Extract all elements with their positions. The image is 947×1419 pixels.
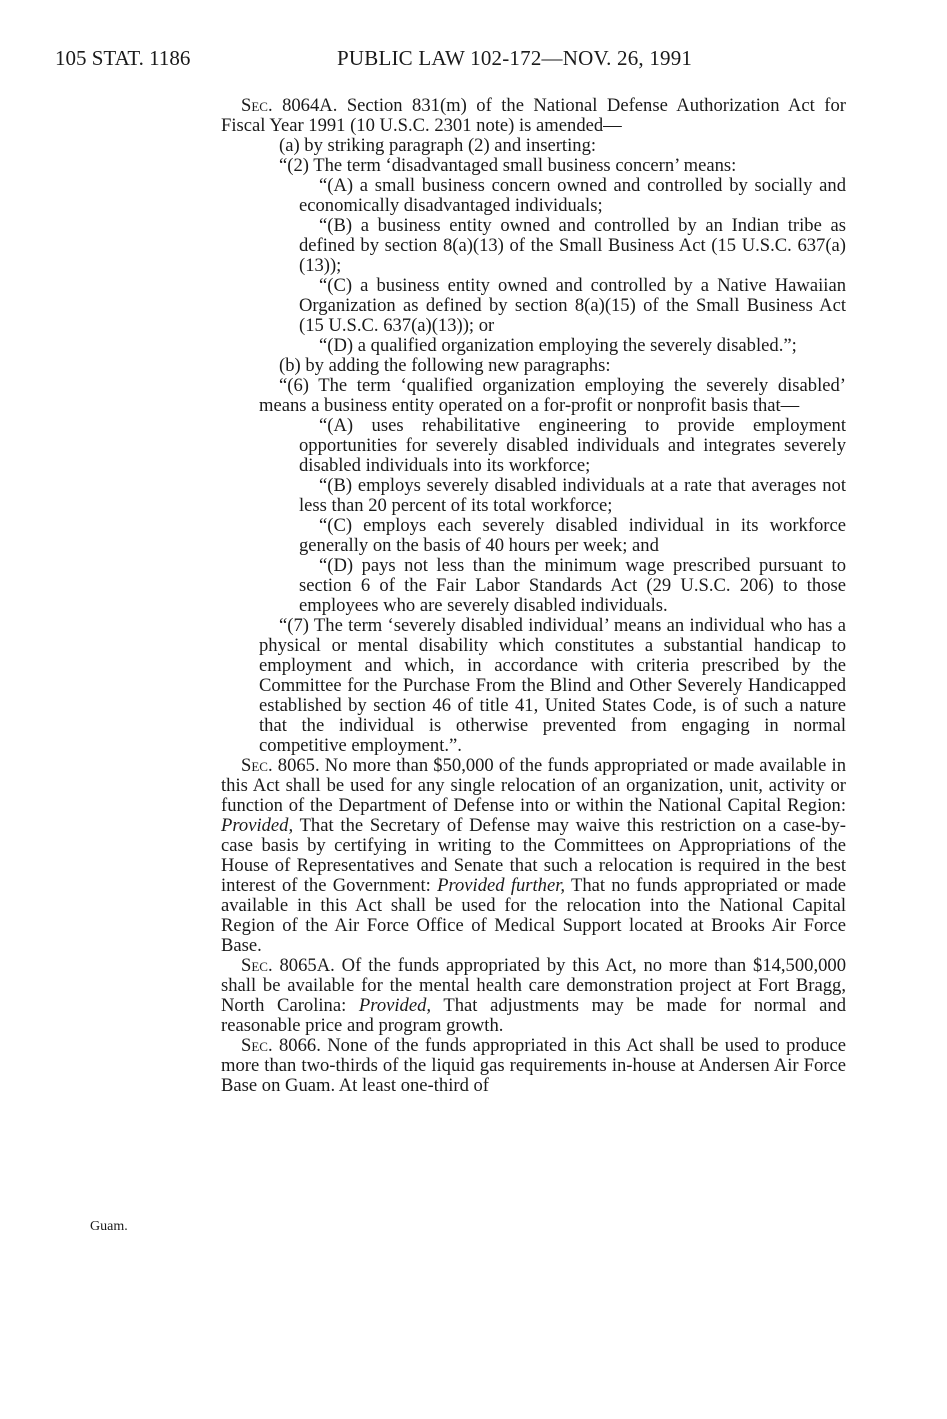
paragraph-6-d: “(D) pays not less than the minimum wage prescribed pursuant to section 6 of the Fair Labor Standards Act (29 U.S.C. 206) to those employees who are severely disabled individuals. (299, 555, 846, 616)
paragraph-6-c: “(C) employs each severely disabled individual in its workforce generally on the basis of 40 hours per week; and (299, 515, 846, 556)
paragraph-2-a: “(A) a small business concern owned and controlled by socially and economically disadvantaged individuals; (299, 175, 846, 216)
paragraph-2-d: “(D) a qualified organization employing the severely disabled.”; (319, 335, 797, 356)
paragraph-2-b: “(B) a business entity owned and controlled by an Indian tribe as defined by section 8(a)(13) of the Small Business Act (15 U.S.C. 637(a)(13)); (299, 215, 846, 276)
section-8066: Sec. 8066. None of the funds appropriated in this Act shall be used to produce more than two-thirds of the liquid gas requirements in-house at Andersen Air Force Base on Guam. At least one-third of (221, 1035, 846, 1096)
section-8065a: Sec. 8065A. Of the funds appropriated by this Act, no more than $14,500,000 shall be available for the mental health care demonstration project at Fort Bragg, North Carolina: Provided, That adjustments may be made for normal and reasonable price and program growth. (221, 955, 846, 1036)
section-8064a: Sec. 8064A. Section 831(m) of the National Defense Authorization Act for Fiscal Year 1991 (10 U.S.C. 2301 note) is amended— (221, 95, 846, 136)
document-body (221, 96, 846, 1096)
paragraph-2-c: “(C) a business entity owned and controlled by a Native Hawaiian Organization as defined by section 8(a)(15) of the Small Business Act (15 U.S.C. 637(a)(13)); or (299, 275, 846, 336)
stat-page-number: 105 STAT. 1186 (55, 46, 191, 70)
paragraph-7: “(7) The term ‘severely disabled individual’ means an individual who has a physical or mental disability which constitutes a substantial handicap to employment and which, in accordance with criteria prescribed by the Committee for the Purchase From the Blind and Other Severely Handicapped established by section 46 of title 41, United States Code, is of such a nature that the individual is otherwise prevented from engaging in normal competitive employment.”. (259, 615, 846, 756)
section-8065: Sec. 8065. No more than $50,000 of the funds appropriated or made available in this Act shall be used for any single relocation of an organization, unit, activity or function of the Department of Defense into or within the National Capital Region: Provided, That the Secretary of Defense may waive this restriction on a case-by-case basis by certifying in writing to the Committees on Appropriations of the House of Representatives and Senate that such a relocation is required in the best interest of the Government: Provided further, That no funds appropriated or made available in this Act shall be used for the relocation into the National Capital Region of the Air Force Office of Medical Support located at Brooks Air Force Base. (221, 755, 846, 956)
law-title: PUBLIC LAW 102-172—NOV. 26, 1991 (337, 46, 693, 70)
paragraph-6-intro: “(6) The term ‘qualified organization employing the severely disabled’ means a business entity operated on a for-profit or nonprofit basis that— (259, 375, 846, 416)
paragraph-6-b: “(B) employs severely disabled individuals at a rate that averages not less than 20 percent of its total workforce; (299, 475, 846, 516)
paragraph-2-intro: “(2) The term ‘disadvantaged small business concern’ means: (279, 155, 737, 176)
paragraph-6-a: “(A) uses rehabilitative engineering to provide employment opportunities for severely disabled individuals and integrates severely disabled individuals into its workforce; (299, 415, 846, 476)
amendment-b-intro: (b) by adding the following new paragraphs: (279, 355, 611, 376)
margin-note-guam: Guam. (90, 1219, 128, 1234)
amendment-a-intro: (a) by striking paragraph (2) and inserting: (279, 135, 597, 156)
